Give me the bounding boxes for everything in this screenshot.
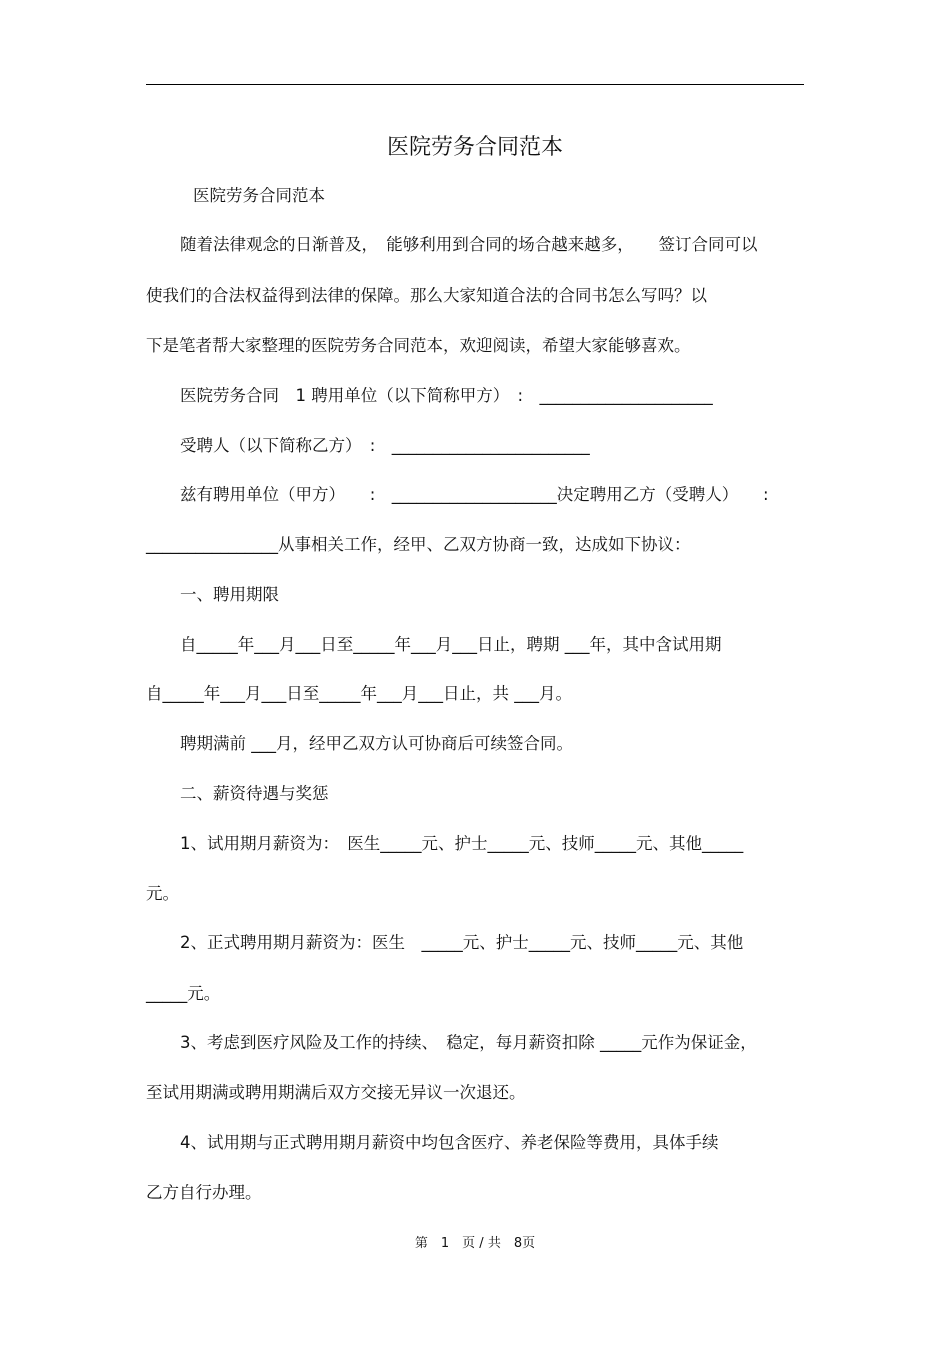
header-rule [146,84,804,85]
subtitle-line: 医院劳务合同范本 [193,186,325,205]
renewal-line: 聘期满前 ___月，经甲乙双方认可协商后可续签合同。 [180,734,573,753]
salary-line-2b: _____元。 [146,984,221,1003]
insurance-line-1: 4、试用期与正式聘用期月薪资中均包含医疗、养老保险等费用，具体手续 [180,1133,719,1152]
agreement-line: ________________从事相关工作，经甲、乙双方协商一致，达成如下协议： [146,535,691,554]
employer-line: 医院劳务合同 1 聘用单位（以下简称甲方） : _____________________ [180,386,713,405]
employee-line: 受聘人（以下简称乙方） : ________________________ [180,436,590,455]
salary-line-1a: 1、试用期月薪资为： 医生_____元、护士_____元、技师_____元、其他_____ [180,834,744,853]
deposit-line-2: 至试用期满或聘用期满后双方交接无异议一次退还。 [146,1083,526,1102]
term-line-2: 自_____年___月___日至_____年___月___日止，共 ___月。 [146,684,572,703]
salary-line-1b: 元。 [146,884,179,903]
section-heading-1: 一、聘用期限 [180,585,279,604]
deposit-line-1: 3、考虑到医疗风险及工作的持续、 稳定，每月薪资扣除 _____元作为保证金， [180,1033,757,1052]
document-title: 医院劳务合同范本 [386,135,563,160]
page-footer: 第 1 页 / 共 8页 [414,1236,536,1251]
decision-line: 兹有聘用单位（甲方） : ____________________决定聘用乙方（受聘人） : [180,485,769,504]
salary-line-2a: 2、正式聘用期月薪资为：医生 _____元、护士_____元、技师_____元、其他 [180,933,744,952]
intro-line-3: 下是笔者帮大家整理的医院劳务合同范本，欢迎阅读，希望大家能够喜欢。 [146,336,691,355]
intro-line-1: 随着法律观念的日渐普及， 能够利用到合同的场合越来越多， 签订合同可以 [180,235,758,254]
section-heading-2: 二、薪资待遇与奖惩 [180,784,329,803]
insurance-line-2: 乙方自行办理。 [146,1183,262,1202]
intro-line-2: 使我们的合法权益得到法律的保障。那么大家知道合法的合同书怎么写吗？以 [146,286,707,305]
term-line-1: 自_____年___月___日至_____年___月___日止，聘期 ___年，其中含试用期 [180,635,722,654]
